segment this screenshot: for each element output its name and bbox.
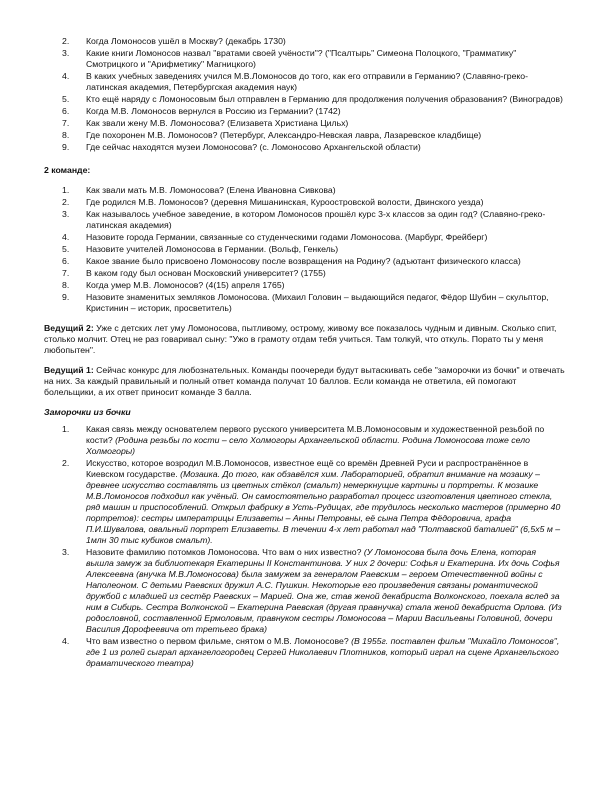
item-number: 2. xyxy=(62,36,70,46)
list-item xyxy=(62,94,566,105)
item-text: Какие книги Ломоносов назвал "вратами своей учёности"? ("Псалтырь" Симеона Полоцкого, "Грамматику" Смотрицкого и "Арифметику" Магницкого) xyxy=(86,48,517,69)
item-text: Кто ещё наряду с Ломоносовым был отправлен в Германию для продолжения получения образования? (Виноградов) xyxy=(86,94,563,104)
item-number: 7. xyxy=(62,118,70,128)
item-number: 3. xyxy=(62,209,70,219)
item-text: В каких учебных заведениях учился М.В.Ломоносов до того, как его отправили в Германию? (Славяно-греко-латинская академия, Петербургская академия наук) xyxy=(86,71,529,92)
item-text: Когда Ломоносов ушёл в Москву? (декабрь 1730) xyxy=(86,36,286,46)
list-item xyxy=(62,130,566,141)
item-question: Назовите фамилию потомков Ломоносова. Что вам о них известно? xyxy=(86,547,364,557)
item-text: Когда умер М.В. Ломоносов? (4(15) апреля 1765) xyxy=(86,280,285,290)
item-number: 2. xyxy=(62,458,70,468)
item-text: Назовите учителей Ломоносова в Германии. (Вольф, Генкель) xyxy=(86,244,339,254)
list-item xyxy=(62,71,566,93)
item-question: Что вам известно о первом фильме, снятом о М.В. Ломоносове? xyxy=(86,636,352,646)
list-item xyxy=(62,244,566,255)
item-number: 9. xyxy=(62,292,70,302)
team2-heading: 2 команде: xyxy=(44,165,91,175)
item-text: Какое звание было присвоено Ломоносову после возвращения на Родину? (адъютант физического класса) xyxy=(86,256,521,266)
list-item xyxy=(62,142,566,153)
item-text: Где похоронен М.В. Ломоносов? (Петербург, Александро-Невская лавра, Лазаревское кладбище) xyxy=(86,130,482,140)
item-number: 3. xyxy=(62,48,70,58)
item-answer: (Родина резьбы по кости – село Холмогоры Архангельской области. Родина Ломоносова тоже село Холмогоры) xyxy=(86,435,530,456)
host1-paragraph xyxy=(44,365,566,398)
item-text: Как звали жену М.В. Ломоносова? (Елизавета Христиана Цильх) xyxy=(86,118,349,128)
item-text: Как звали мать М.В. Ломоносова? (Елена Ивановна Сивкова) xyxy=(86,185,336,195)
item-text: Когда М.В. Ломоносов вернулся в Россию из Германии? (1742) xyxy=(86,106,341,116)
list-item xyxy=(62,280,566,291)
item-text: Назовите города Германии, связанные со студенческими годами Ломоносова. (Марбург, Фрейберг) xyxy=(86,232,488,242)
item-number: 6. xyxy=(62,106,70,116)
item-number: 8. xyxy=(62,130,70,140)
item-question: Какая связь между основателем первого русского университета М.В.Ломоносовым и художественной резьбой по кости? xyxy=(86,424,545,445)
list-item xyxy=(62,424,566,457)
list-item xyxy=(62,636,566,669)
item-number: 4. xyxy=(62,71,70,81)
item-number: 1. xyxy=(62,185,70,195)
list-item xyxy=(62,36,566,47)
item-number: 9. xyxy=(62,142,70,152)
item-text: Назовите знаменитых земляков Ломоносова. (Михаил Головин – выдающийся педагог, Фёдор Шубин – скульптор, Кристинин – историк, просветитель) xyxy=(86,292,549,313)
questions-list-team1 xyxy=(62,36,566,153)
list-item xyxy=(62,268,566,279)
list-item xyxy=(62,185,566,196)
list-item xyxy=(62,232,566,243)
item-number: 2. xyxy=(62,197,70,207)
item-answer: (В 1955г. поставлен фильм "Михайло Ломоносов", где 1 из ролей сыграл архангелогородец Сергей Николаевич Плотников, который играл на сцене Архангельского драматического театра) xyxy=(86,636,560,668)
list-item xyxy=(62,197,566,208)
host2-text: Уже с детских лет уму Ломоносова, пытливому, острому, живому все показалось чудным и дивным. Сколько спит, столько молчит. Отец не раз говаривал сыну: "Ужо в грамоту отдам тебя учиться. Там толкуй, что откуль. Порато ты у меня любопытен". xyxy=(44,323,557,355)
host2-paragraph xyxy=(44,323,566,356)
item-answer: (У Ломоносова была дочь Елена, которая вышла замуж за библиотекаря Екатерины II Константинова. У них 2 дочери: Софья и Екатерина. Их дочь Софья Алексеевна (внучка М.В.Ломоносова) была замужем за генералом Раевским – героем Отечественной войны с Наполеоном. С детьми Раевских дружил А.С. Пушкин. Некоторые его произведения связаны романтической дружбой с младшей из сестёр Раевских – Марией. Она же, став женой декабриста Волконского, поехала вслед за ним в Сибирь. Сестра Волконской – Екатерина Раевская (другая правнучка) стала женой декабриста Орлова. (Из родословной, составленной Ермоловым, правнуком сестры Ломоносова – Марии Васильевны Головиной, дочери Василия Дорофеевича от третьего брака) xyxy=(86,547,562,634)
item-number: 1. xyxy=(62,424,70,434)
item-number: 6. xyxy=(62,256,70,266)
list-item xyxy=(62,256,566,267)
questions-list-team2 xyxy=(62,185,566,314)
item-number: 4. xyxy=(62,636,70,646)
host1-label: Ведущий 1: xyxy=(44,365,94,375)
item-number: 7. xyxy=(62,268,70,278)
item-question: Искусство, которое возродил М.В.Ломоносов, известное ещё со времён Древней Руси и распространённое в Киевском государстве. xyxy=(86,458,529,479)
list-item xyxy=(62,547,566,635)
item-number: 5. xyxy=(62,244,70,254)
host1-text: Сейчас конкурс для любознательных. Команды поочереди будут вытаскивать себе "заморочки из бочки" и отвечать на них. За каждый правильный и полный ответ команда получат 10 баллов. Если команда не ответила, ей помогают болельщики, а их ответ приносит команде 3 балла. xyxy=(44,365,565,397)
list-item xyxy=(62,292,566,314)
host2-label: Ведущий 2: xyxy=(44,323,94,333)
item-text: В каком году был основан Московский университет? (1755) xyxy=(86,268,326,278)
list-item xyxy=(62,458,566,546)
list-item xyxy=(62,48,566,70)
list-item xyxy=(62,118,566,129)
item-text: Где родился М.В. Ломоносов? (деревня Мишанинская, Куроостровской волости, Двинского уезда) xyxy=(86,197,484,207)
item-answer: (Мозаика. До того, как обзавёлся хим. Лабораторией, обратил внимание на мозаику – древнее искусство составлять из цветных стёкол (смальт) немеркнущие картины и портреты. К мозаике М.В.Ломоносов подходил как учёный. Он самостоятельно разработал процесс изготовления цветного стекла, ряд машин и приспособлений. Открыл фабрику в Усть-Рудицах, где трудилось несколько мастеров (примерно 40 портретов): сестры императрицы Елизаветы – Анны Петровны, её сына Петра Фёдоровича, графа П.И.Шувалова, овальный портрет Елизаветы. В течении 4-х лет работал над "Полтавской баталией" (6,5х5 м – 1млн 30 тыс кубиков смальт). xyxy=(86,469,561,545)
item-number: 3. xyxy=(62,547,70,557)
item-text: Где сейчас находятся музеи Ломоносова? (с. Ломоносово Архангельской области) xyxy=(86,142,421,152)
section-title: Заморочки из бочки xyxy=(44,407,131,417)
item-text: Как называлось учебное заведение, в котором Ломоносов прошёл курс 3-х классов за один год? (Славяно-греко-латинская академия) xyxy=(86,209,546,230)
item-number: 8. xyxy=(62,280,70,290)
list-item xyxy=(62,209,566,231)
riddles-list xyxy=(62,424,566,669)
list-item xyxy=(62,106,566,117)
item-number: 5. xyxy=(62,94,70,104)
item-number: 4. xyxy=(62,232,70,242)
